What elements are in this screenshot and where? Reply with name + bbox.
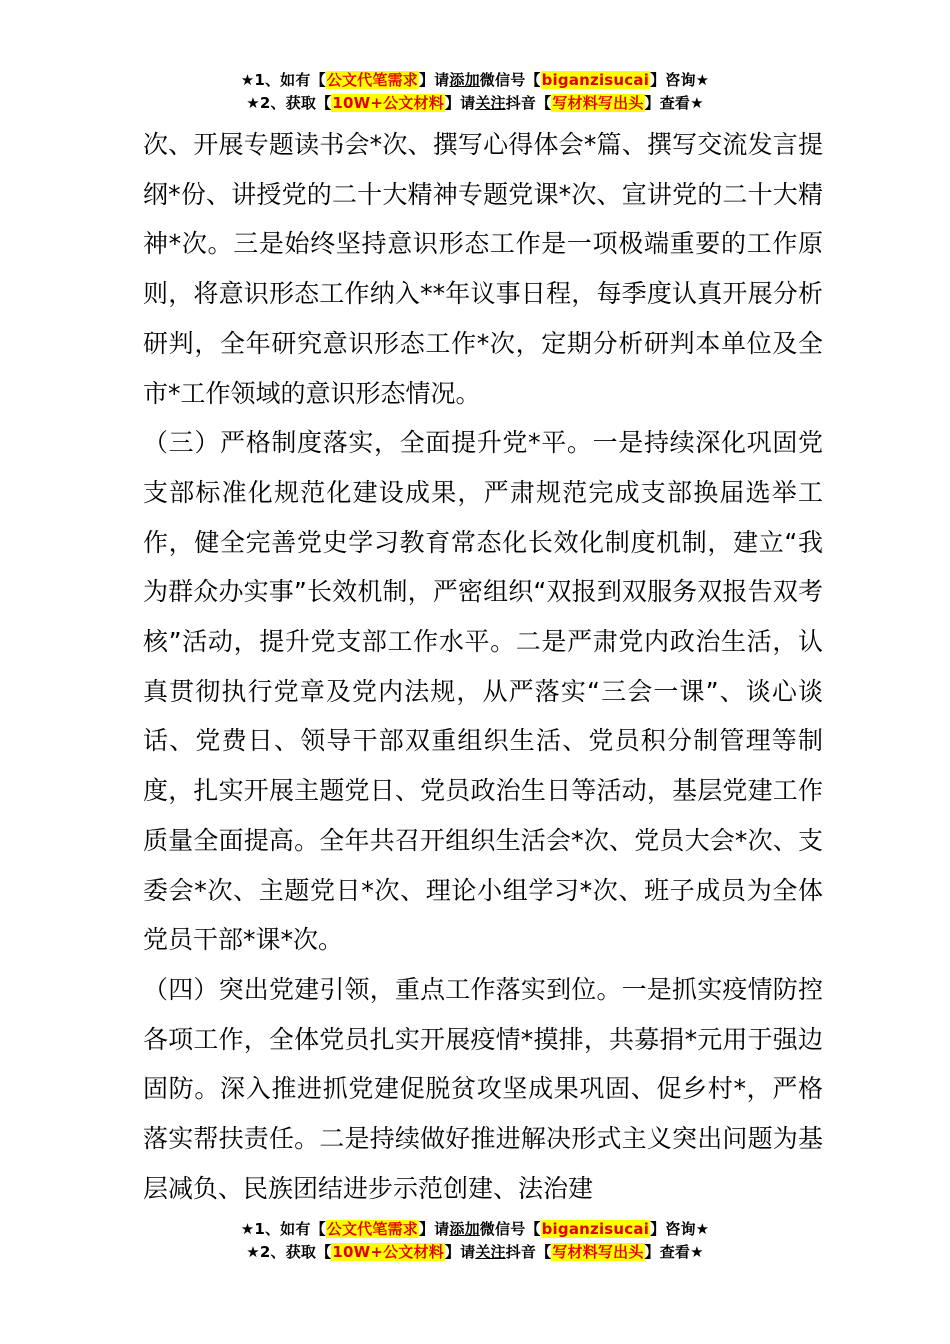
footer-line-1 [0, 1218, 950, 1241]
footer-highlight-materials: 10W+公文材料 [332, 1243, 444, 1261]
footer-line-2 [0, 1241, 950, 1264]
footer-highlight-douyin: 写材料写出头 [552, 1243, 644, 1261]
header-banner [0, 69, 950, 115]
header-underlined-add: 添加 [449, 71, 480, 89]
footer-line-2-suffix: 】查看★ [644, 1243, 704, 1261]
document-body [143, 120, 823, 1213]
header-line-2-prefix: ★2、获取【 [246, 94, 332, 112]
header-line-1-mid1: 】请 [418, 71, 450, 89]
header-line-2-suffix: 】查看★ [644, 94, 704, 112]
header-highlight-douyin: 写材料写出头 [552, 94, 644, 112]
header-highlight-wechat-id: biganzisucai [541, 71, 650, 89]
footer-line-1-mid2: 微信号【 [479, 1220, 541, 1238]
header-line-1-suffix: 】咨询★ [650, 71, 710, 89]
footer-highlight-wechat-id: biganzisucai [541, 1220, 650, 1238]
footer-line-2-mid2: 抖音【 [505, 1243, 552, 1261]
footer-banner [0, 1218, 950, 1264]
footer-line-2-prefix: ★2、获取【 [246, 1243, 332, 1261]
footer-line-2-mid1: 】请 [444, 1243, 476, 1261]
header-line-1-prefix: ★1、如有【 [240, 71, 326, 89]
footer-highlight-service: 公文代笔需求 [326, 1220, 418, 1238]
paragraph-section-4: （四）突出党建引领，重点工作落实到位。一是抓实疫情防控各项工作，全体党员扎实开展疫情*摸排，共募捐*元用于强边固防。深入推进抓党建促脱贫攻坚成果巩固、促乡村*，严格落实帮扶责任。二是持续做好推进解决形式主义突出问题为基层减负、民族团结进步示范创建、法治建 [143, 974, 823, 1203]
header-line-1 [0, 69, 950, 92]
header-highlight-materials: 10W+公文材料 [332, 94, 444, 112]
footer-line-1-mid1: 】请 [418, 1220, 450, 1238]
header-underlined-follow: 关注 [475, 94, 506, 112]
header-line-2-mid1: 】请 [444, 94, 476, 112]
header-line-1-mid2: 微信号【 [479, 71, 541, 89]
footer-underlined-follow: 关注 [475, 1243, 506, 1261]
paragraph-section-3: （三）严格制度落实，全面提升党*平。一是持续深化巩固党支部标准化规范化建设成果，严肃规范完成支部换届选举工作，健全完善党史学习教育常态化长效化制度机制，建立“我为群众办实事”长效机制，严密组织“双报到双服务双报告双考核”活动，提升党支部工作水平。二是严肃党内政治生活，认真贯彻执行党章及党内法规，从严落实“三会一课”、谈心谈话、党费日、领导干部双重组织生活、党员积分制管理等制度，扎实开展主题党日、党员政治生日等活动，基层党建工作质量全面提高。全年共召开组织生活会*次、党员大会*次、支委会*次、主题党日*次、理论小组学习*次、班子成员为全体党员干部*课*次。 [143, 428, 823, 955]
paragraph-continuation: 次、开展专题读书会*次、撰写心得体会*篇、撰写交流发言提纲*份、讲授党的二十大精神专题党课*次、宣讲党的二十大精神*次。三是始终坚持意识形态工作是一项极端重要的工作原则，将意识形态工作纳入**年议事日程，每季度认真开展分析研判，全年研究意识形态工作*次，定期分析研判本单位及全市*工作领域的意识形态情况。 [143, 130, 823, 408]
header-line-2 [0, 92, 950, 115]
footer-line-1-prefix: ★1、如有【 [240, 1220, 326, 1238]
header-highlight-service: 公文代笔需求 [326, 71, 418, 89]
footer-underlined-add: 添加 [449, 1220, 480, 1238]
footer-line-1-suffix: 】咨询★ [650, 1220, 710, 1238]
header-line-2-mid2: 抖音【 [505, 94, 552, 112]
